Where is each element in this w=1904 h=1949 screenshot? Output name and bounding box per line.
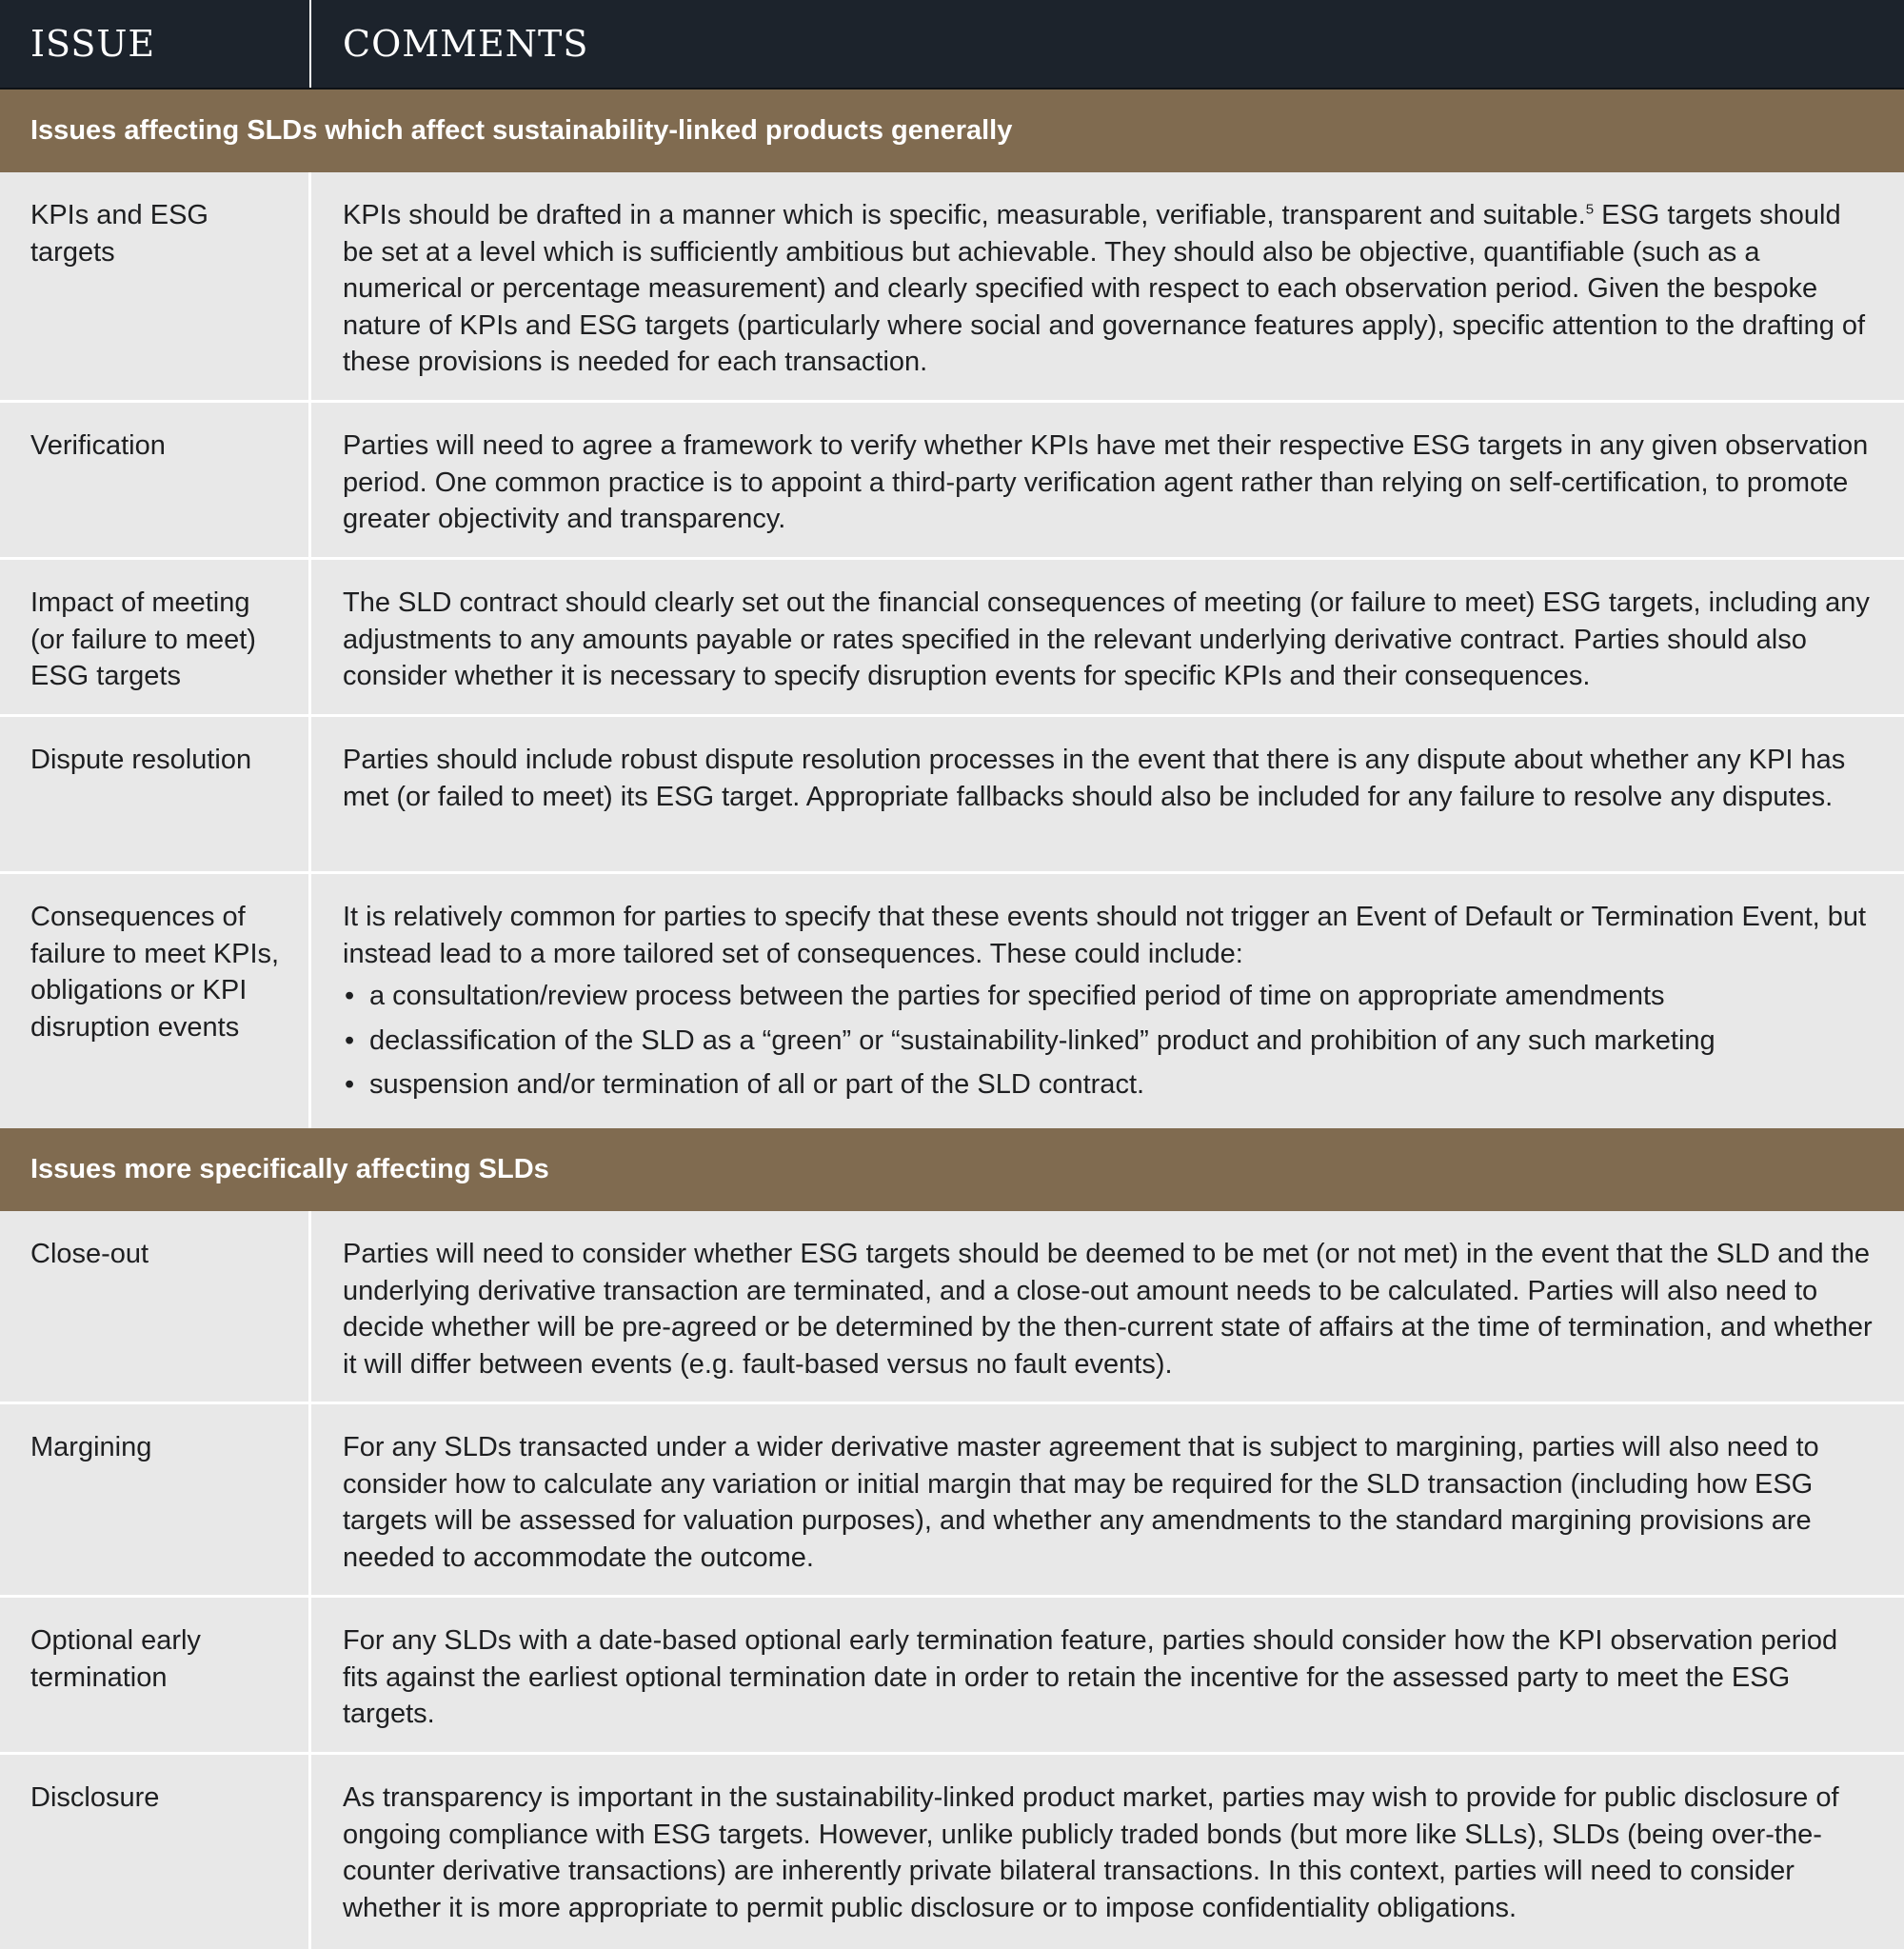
table-row — [0, 403, 1904, 560]
list-item: • suspension and/or termination of all or part of the SLD contract. — [343, 1066, 1877, 1104]
list-item: • declassification of the SLD as a “green” or “sustainability-linked” product and prohibition of any such marketing — [343, 1023, 1877, 1060]
comment-cell — [311, 403, 1904, 557]
comment-cell — [311, 172, 1904, 400]
comments-column-header: COMMENTS — [343, 23, 589, 65]
comment-cell — [311, 874, 1904, 1128]
bullet-icon: • — [345, 981, 355, 1011]
comment-text: KPIs should be drafted in a manner which is specific, measurable, verifiable, transparent and suitable.$^5$ ESG targets should be set at a level which is sufficiently ambitious but achievable. They should also be objective, quantifiable (such as a numerical or percentage measurement) and clearly specified with respect to each observation period. Given the bespoke nature of KPIs and ESG targets (particularly where social and governance features apply), specific attention to the drafting of these provisions is needed for each transaction. — [343, 200, 1866, 377]
issue-cell: Disclosure — [0, 1755, 311, 1949]
comment-text: Parties will need to consider whether ESG targets should be deemed to be met (or not met) in the event that the SLD and the underlying derivative transaction are terminated, and a close-out amount needs to be calculated. Parties will also need to decide whether will be pre-agreed or be determined by the then-current state of affairs at the time of termination, and whether it will differ between events (e.g. fault-based versus no fault events). — [343, 1239, 1873, 1380]
table-row — [0, 874, 1904, 1128]
table-row — [0, 560, 1904, 717]
comment-cell — [311, 1211, 1904, 1402]
footnote-marker: 5 — [1585, 201, 1595, 218]
comment-text: For any SLDs with a date-based optional early termination feature, parties should consider how the KPI observation period fits against the earliest optional termination date in order to retain the incentive for the assessed party to meet the ESG targets. — [343, 1625, 1838, 1729]
issue-column-header: ISSUE — [0, 0, 311, 88]
table-row — [0, 1404, 1904, 1598]
section-header-general: Issues affecting SLDs which affect sustainability-linked products generally — [0, 89, 1904, 172]
issue-cell: Margining — [0, 1404, 311, 1595]
comment-cell — [311, 1404, 1904, 1595]
comment-text: The SLD contract should clearly set out the financial consequences of meeting (or failure to meet) ESG targets, including any adjustments to any amounts payable or rates specified in the relevant underlying derivative contract. Parties should also consider whether it is necessary to specify disruption events for specific KPIs and their consequences. — [343, 587, 1870, 691]
table-row — [0, 172, 1904, 403]
issue-cell: Optional early termination — [0, 1598, 311, 1752]
comment-cell — [311, 717, 1904, 871]
comment-cell — [311, 1598, 1904, 1752]
issue-cell: Impact of meeting (or failure to meet) ESG targets — [0, 560, 311, 714]
table-row — [0, 1755, 1904, 1949]
issue-cell: Verification — [0, 403, 311, 557]
comment-text: For any SLDs transacted under a wider derivative master agreement that is subject to margining, parties will also need to consider how to calculate any variation or initial margin that may be required for the SLD transaction (including how ESG targets will be assessed for valuation purposes), and whether any amendments to the standard margining provisions are needed to accommodate the outcome. — [343, 1432, 1819, 1573]
table-header — [0, 0, 1904, 89]
comment-text: It is relatively common for parties to specify that these events should not trigger an Event of Default or Termination Event, but instead lead to a more tailored set of consequences. These could include: — [343, 902, 1867, 969]
table-row — [0, 1211, 1904, 1404]
issue-cell: Dispute resolution — [0, 717, 311, 871]
list-item: • a consultation/review process between the parties for specified period of time on appropriate amendments — [343, 978, 1877, 1015]
comment-cell — [311, 1755, 1904, 1949]
section-header-specific: Issues more specifically affecting SLDs — [0, 1128, 1904, 1211]
comment-cell — [311, 560, 1904, 714]
comment-text: Parties will need to agree a framework to verify whether KPIs have met their respective ESG targets in any given observation period. One common practice is to appoint a third-party verification agent rather than relying on self-certification, to promote greater objectivity and transparency. — [343, 430, 1869, 534]
table-row — [0, 1598, 1904, 1755]
comment-text: Parties should include robust dispute resolution processes in the event that there is any dispute about whether any KPI has met (or failed to meet) its ESG target. Appropriate fallbacks should also be included for any failure to resolve any disputes. — [343, 745, 1846, 812]
bullet-icon: • — [345, 1069, 355, 1100]
table-row — [0, 717, 1904, 874]
issue-cell: KPIs and ESG targets — [0, 172, 311, 400]
issue-cell: Close-out — [0, 1211, 311, 1402]
issue-cell: Consequences of failure to meet KPIs, obligations or KPI disruption events — [0, 874, 311, 1128]
consequences-list — [343, 978, 1877, 1104]
bullet-icon: • — [345, 1024, 355, 1056]
comment-text: As transparency is important in the sustainability-linked product market, parties may wish to provide for public disclosure of ongoing compliance with ESG targets. However, unlike publicly traded bonds (but more like SLLs), SLDs (being over-the-counter derivative transactions) are inherently private bilateral transactions. In this context, parties will need to consider whether it is more appropriate to permit public disclosure or to impose confidentiality obligations. — [343, 1782, 1839, 1923]
